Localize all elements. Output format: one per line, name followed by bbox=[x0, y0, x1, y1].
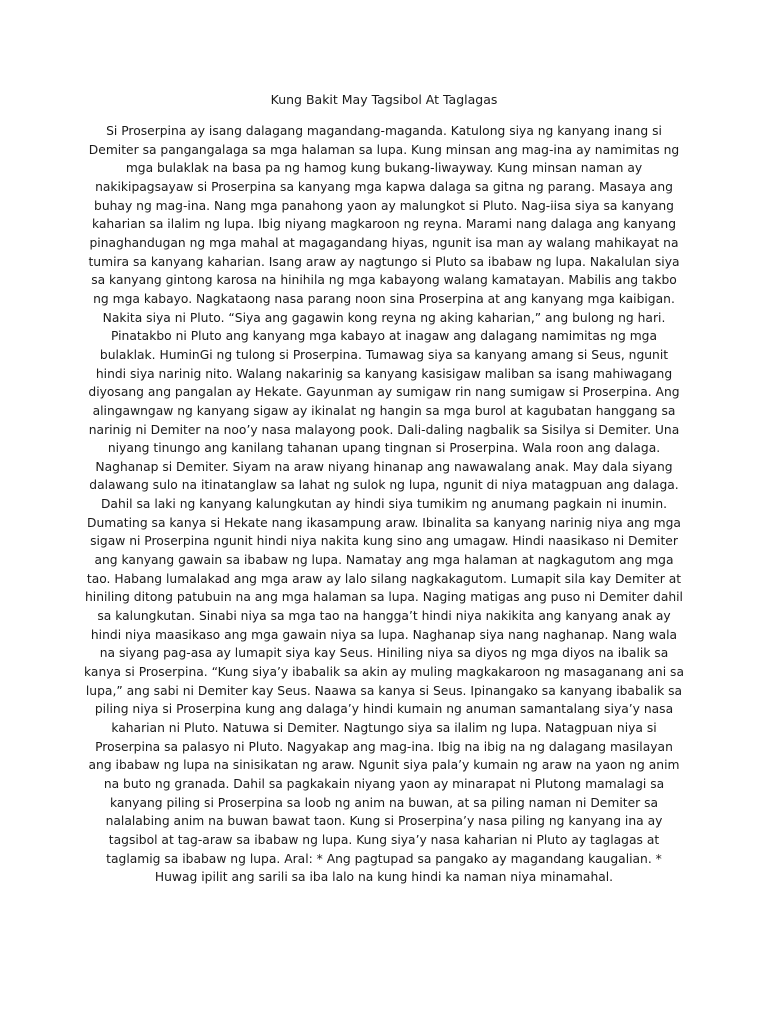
document-body-text: Si Proserpina ay isang dalagang magandang-maganda. Katulong siya ng kanyang inang si Demiter sa pangangalaga sa mga halaman sa lupa. Kung minsan ang mag-ina ay namimitas ng mga bulaklak na basa pa ng hamog kung bukang-liwayway. Kung minsan naman ay nakikipagsayaw si Proserpina sa kanyang mga kapwa dalaga sa gitna ng parang. Masaya ang buhay ng mag-ina. Nang mga panahong yaon ay malungkot si Pluto. Nag-iisa siya sa kanyang kaharian sa ilalim ng lupa. Ibig niyang magkaroon ng reyna. Marami nang dalaga ang kanyang pinaghandugan ng mga mahal at magagandang hiyas, ngunit isa man ay walang mahikayat na tumira sa kanyang kaharian. Isang araw ay nagtungo si Pluto sa ibabaw ng lupa. Nakalulan siya sa kanyang gintong karosa na hinihila ng mga kabayong walang kamatayan. Mabilis ang takbo ng mga kabayo. Nagkataong nasa parang noon sina Proserpina at ang kanyang mga kaibigan. Nakita siya ni Pluto. “Siya ang gagawin kong reyna ng aking kaharian,” ang bulong ng hari. Pinatakbo ni Pluto ang kanyang mga kabayo at inagaw ang dalagang namimitas ng mga bulaklak. HuminGi ng tulong si Proserpina. Tumawag siya sa kanyang amang si Seus, ngunit hindi siya narinig nito. Walang nakarinig sa kanyang kasisigaw maliban sa isang mahiwagang diyosang ang pangalan ay Hekate. Gayunman ay sumigaw rin nang sumigaw si Proserpina. Ang alingawngaw ng kanyang sigaw ay ikinalat ng hangin sa mga burol at kagubatan hanggang sa narinig ni Demiter na noo’y nasa malayong pook. Dali-daling nagbalik sa Sisilya si Demiter. Una niyang tinungo ang kanilang tahanan upang tingnan si Proserpina. Wala roon ang dalaga. Naghanap si Demiter. Siyam na araw niyang hinanap ang nawawalang anak. May dala siyang dalawang sulo na itinatanglaw sa lahat ng sulok ng lupa, ngunit di niya matagpuan ang dalaga. Dahil sa laki ng kanyang kalungkutan ay hindi siya tumikim ng anumang pagkain ni inumin. Dumating sa kanya si Hekate nang ikasampung araw. Ibinalita sa kanyang narinig niya ang mga sigaw ni Proserpina ngunit hindi niya nakita kung sino ang umagaw. Hindi naasikaso ni Demiter ang kanyang gawain sa ibabaw ng lupa. Namatay ang mga halaman at nagkagutom ang mga tao. Habang lumalakad ang mga araw ay lalo silang nagkakagutom. Lumapit sila kay Demiter at hiniling ditong patubuin na ang mga halaman sa lupa. Naging matigas ang puso ni Demiter dahil sa kalungkutan. Sinabi niya sa mga tao na hangga’t hindi niya nakikita ang kanyang anak ay hindi niya maasikaso ang mga gawain niya sa lupa. Naghanap siya nang naghanap. Nang wala na siyang pag-asa ay lumapit siya kay Seus. Hiniling niya sa diyos ng mga diyos na ibalik sa kanya si Proserpina. “Kung siya’y ibabalik sa akin ay muling magkakaroon ng masaganang ani sa lupa,” ang sabi ni Demiter kay Seus. Naawa sa kanya si Seus. Ipinangako sa kanyang ibabalik sa piling niya si Proserpina kung ang dalaga’y hindi kumain ng anuman samantalang siya’y nasa kaharian ni Pluto. Natuwa si Demiter. Nagtungo siya sa ilalim ng lupa. Natagpuan niya si Proserpina sa palasyo ni Pluto. Nagyakap ang mag-ina. Ibig na ibig na ng dalagang masilayan ang ibabaw ng lupa na sinisikatan ng araw. Ngunit siya pala’y kumain ng araw na yaon ng anim na buto ng granada. Dahil sa pagkakain niyang yaon ay minarapat ni Plutong mamalagi sa kanyang piling si Proserpina sa loob ng anim na buwan, at sa piling naman ni Demiter sa nalalabing anim na buwan bawat taon. Kung si Proserpina’y nasa piling ng kanyang ina ay tagsibol at tag-araw sa ibabaw ng lupa. Kung siya’y nasa kaharian ni Pluto ay taglagas at taglamig sa ibabaw ng lupa. Aral: * Ang pagtupad sa pangako ay magandang kaugalian. * Huwag ipilit ang sarili sa iba lalo na kung hindi ka naman niya minamahal. bbox=[84, 124, 684, 885]
document-title: Kung Bakit May Tagsibol At Taglagas bbox=[270, 92, 498, 107]
